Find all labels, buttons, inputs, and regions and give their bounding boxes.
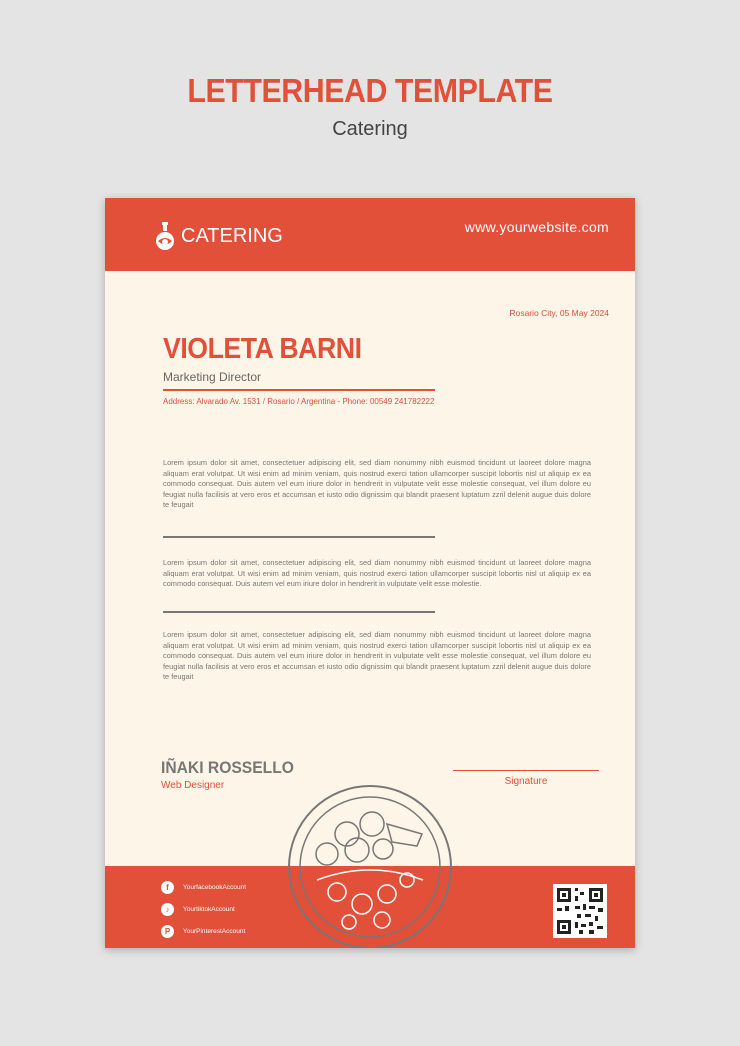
signer-role: Web Designer <box>161 780 225 791</box>
pinterest-icon: P <box>161 925 174 938</box>
divider <box>163 389 435 391</box>
social-facebook[interactable] <box>161 881 246 894</box>
facebook-icon: f <box>161 881 174 894</box>
website-link[interactable]: www.yourwebsite.com <box>464 219 609 235</box>
social-pinterest[interactable] <box>161 925 245 938</box>
body-paragraph: Lorem ipsum dolor sit amet, consectetuer adipiscing elit, sed diam nonummy nibh euismod tincidunt ut laoreet dolore magna aliquam erat volutpat. Ut wisi enim ad minim veniam, quis nostrud exerci tation ullamcorper suscipit lobortis nisl ut aliquip ex ea commodo consequat. Duis autem vel eum iriure dolor in hendrerit in vulputate velit esse molestie. <box>163 558 591 589</box>
signature-label: Signature <box>504 776 548 787</box>
qr-code[interactable] <box>553 884 607 938</box>
qr-code-icon <box>553 884 607 938</box>
brand-logo <box>155 221 283 251</box>
sender-role: Marketing Director <box>163 370 262 384</box>
divider <box>163 536 435 538</box>
bottle-icon <box>155 221 175 251</box>
food-bowl-illustration <box>287 784 453 948</box>
sender-address: Address: Alvarado Av. 1531 / Rosario / Argentina - Phone: 00549 241782222 <box>163 397 435 406</box>
divider <box>163 611 435 613</box>
social-label: YourfacebookAccount <box>183 884 247 891</box>
sender-name: VIOLETA BARNI <box>163 333 362 365</box>
body-paragraph: Lorem ipsum dolor sit amet, consectetuer adipiscing elit, sed diam nonummy nibh euismod tincidunt ut laoreet dolore magna aliquam erat volutpat. Ut wisi enim ad minim veniam, quis nostrud exerci tation ullamcorper suscipit lobortis nisl ut aliquip ex ea commodo consequat. Duis autem vel eum iriure dolor in hendrerit in vulputate velit esse molestie consequat, vel illum dolore eu feugiat nulla facilisis at vero eros et accumsan et iusto odio dignissim qui blandit praesent luptatum zzril delenit augue duis dolore te feugait <box>163 458 591 510</box>
letter-date: Rosario City, 05 May 2024 <box>509 308 609 318</box>
social-tiktok[interactable] <box>161 903 235 916</box>
tiktok-icon: ♪ <box>161 903 174 916</box>
body-paragraph: Lorem ipsum dolor sit amet, consectetuer adipiscing elit, sed diam nonummy nibh euismod tincidunt ut laoreet dolore magna aliquam erat volutpat. Ut wisi enim ad minim veniam, quis nostrud exerci tation ullamcorper suscipit lobortis nisl ut aliquip ex ea commodo consequat. Duis autem vel eum iriure dolor in hendrerit in vulputate velit esse molestie consequat, vel illum dolore eu feugiat nulla facilisis at vero eros et accumsan et iusto odio dignissim qui blandit praesent luptatum zzril delenit augue duis dolore te feugait <box>163 630 591 682</box>
signature-line <box>453 770 599 771</box>
letterhead-sheet <box>105 198 635 948</box>
social-label: YourPinterestAccount <box>183 928 246 935</box>
template-heading: LETTERHEAD TEMPLATE <box>187 72 553 109</box>
template-subheading: Catering <box>332 118 408 140</box>
social-label: YourtiktokAccount <box>183 906 235 913</box>
brand-name: CATERING <box>181 224 283 247</box>
header-band <box>105 198 635 271</box>
signer-name: IÑAKI ROSSELLO <box>161 758 294 777</box>
